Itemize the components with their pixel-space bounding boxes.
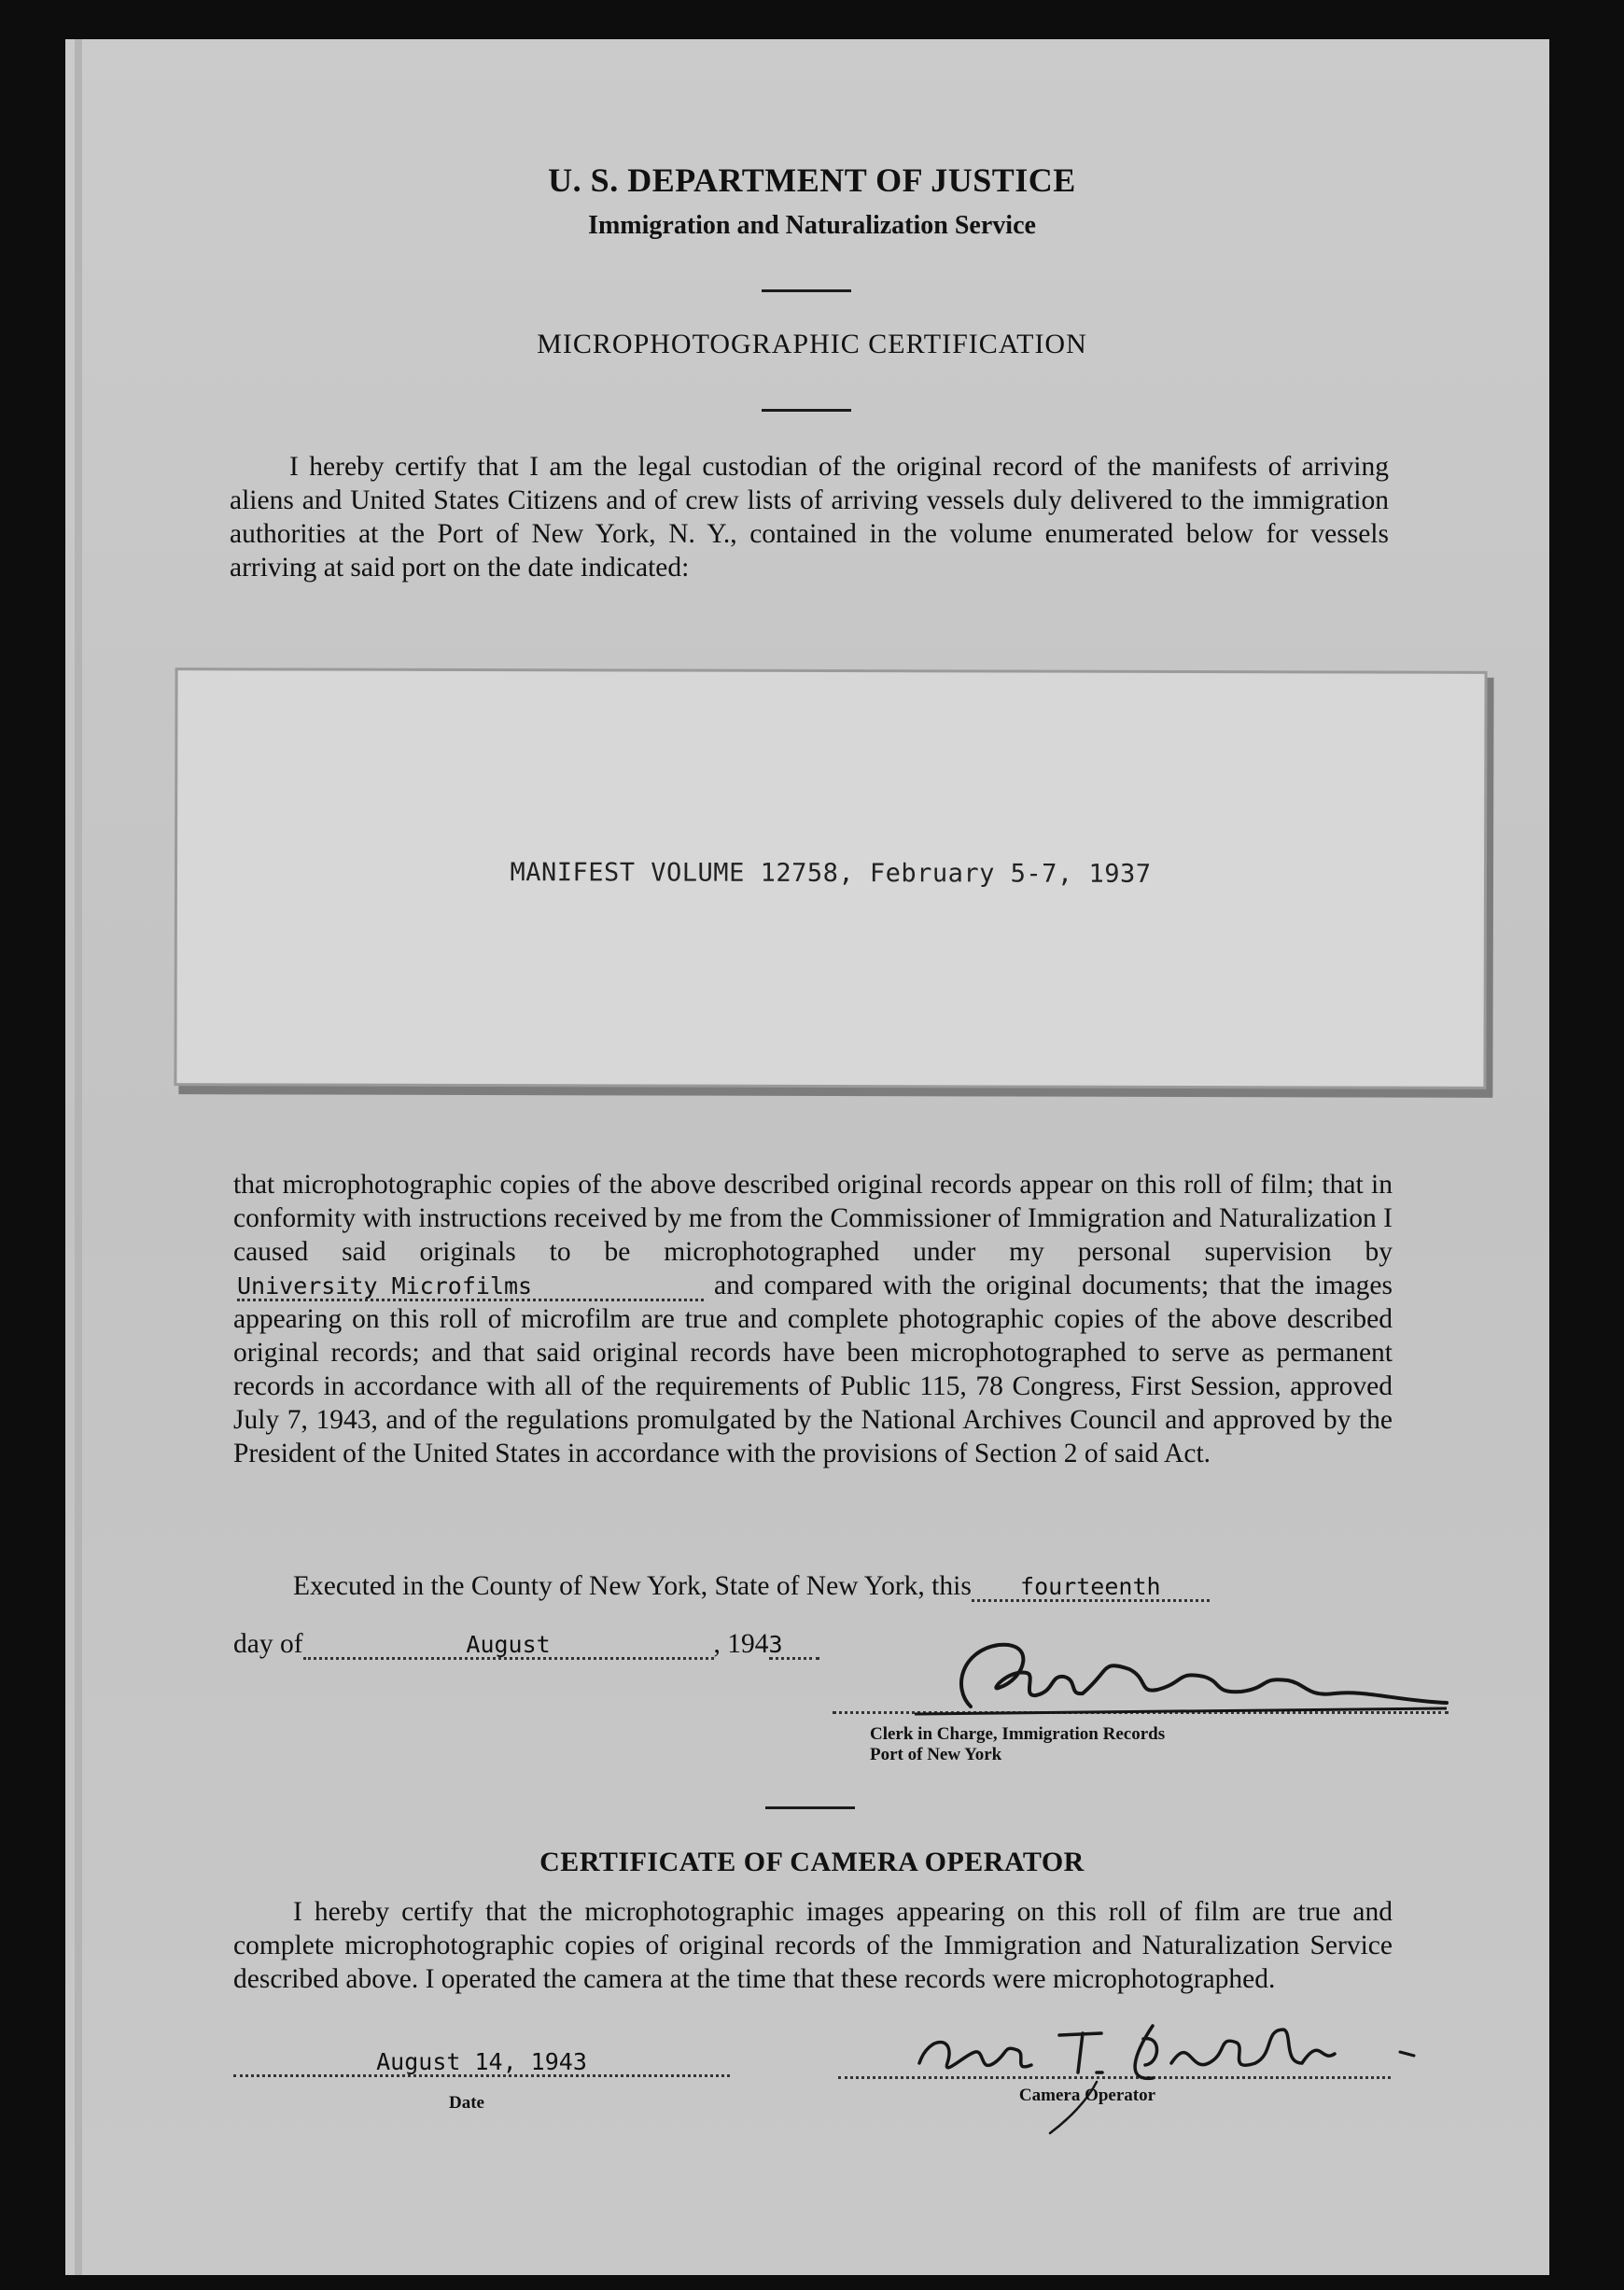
certification-title: MICROPHOTOGRAPHIC CERTIFICATION bbox=[537, 329, 1087, 359]
clerk-title-line2: Port of New York bbox=[870, 1745, 1002, 1764]
header-divider-1 bbox=[762, 289, 851, 292]
clerk-signature bbox=[896, 1632, 1456, 1725]
clerk-title bbox=[870, 1724, 1165, 1765]
intro-paragraph-text: I hereby certify that I am the legal custodian of the original record of the manifests of arriving aliens and United States Citizens and of crew lists of arriving vessels duly delivered to the immigration authorities at the Port of New York, N. Y., contained in the volume enumerated below for vessels arriving at said port on the date indicated: bbox=[230, 452, 1389, 583]
camera-operator-label: Camera Operator bbox=[1018, 2086, 1156, 2105]
camera-operator-paragraph bbox=[233, 1895, 1393, 1996]
day-of-line bbox=[233, 1629, 819, 1660]
execution-year-digit-field: 3 bbox=[769, 1633, 819, 1660]
body-text-part1: that microphotographic copies of the above described original records appear on this roll of film; that in conformity with instructions received by me from the Commissioner of Immigration and Naturalization I caused said originals to be microphotographed under my personal supervision by bbox=[233, 1170, 1393, 1267]
year-prefix: , 194 bbox=[713, 1629, 769, 1659]
camera-operator-signature bbox=[910, 1998, 1470, 2138]
execution-prefix: Executed in the County of New York, State of New York, this bbox=[293, 1571, 972, 1601]
execution-day-field: fourteenth bbox=[972, 1575, 1210, 1602]
manifest-slip bbox=[176, 670, 1484, 1087]
execution-month-field: August bbox=[303, 1633, 714, 1660]
execution-line bbox=[293, 1571, 1210, 1602]
page-fold-edge bbox=[75, 39, 82, 2275]
photographer-field: University Microfilms bbox=[237, 1274, 704, 1301]
day-of-label: day of bbox=[233, 1629, 303, 1659]
camera-operator-title: CERTIFICATE OF CAMERA OPERATOR bbox=[539, 1847, 1085, 1877]
section-divider bbox=[765, 1806, 855, 1809]
service-subheading: Immigration and Naturalization Service bbox=[588, 211, 1036, 240]
date-field bbox=[233, 2050, 730, 2077]
body-text-part2: and compared with the original documents; that the images appearing on this roll of microfilm are true and complete photographic copies of the above described original records; and that said original records have been microphotographed to serve as permanent records in accordance with all of the requirements of Public 115, 78 Congress, First Session, approved July 7, 1943, and of the regulations promulgated by the National Archives Council and approved by the President of the United States in accordance with the provisions of Section 2 of said Act. bbox=[233, 1271, 1393, 1468]
department-heading: U. S. DEPARTMENT OF JUSTICE bbox=[548, 162, 1076, 199]
date-label: Date bbox=[449, 2093, 484, 2113]
clerk-title-line1: Clerk in Charge, Immigration Records bbox=[870, 1724, 1166, 1744]
date-value: August 14, 1943 bbox=[233, 2050, 730, 2077]
header-divider-2 bbox=[762, 409, 851, 412]
camera-operator-paragraph-text: I hereby certify that the microphotographic images appearing on this roll of film are true and complete microphotographic copies of original records of the Immigration and Naturalization Service described above. I operated the camera at the time that these records were microphotographed. bbox=[233, 1897, 1393, 1994]
body-paragraph bbox=[233, 1168, 1393, 1470]
intro-paragraph bbox=[230, 450, 1389, 584]
manifest-volume-text: MANIFEST VOLUME 12758, February 5-7, 1937 bbox=[510, 858, 1152, 889]
